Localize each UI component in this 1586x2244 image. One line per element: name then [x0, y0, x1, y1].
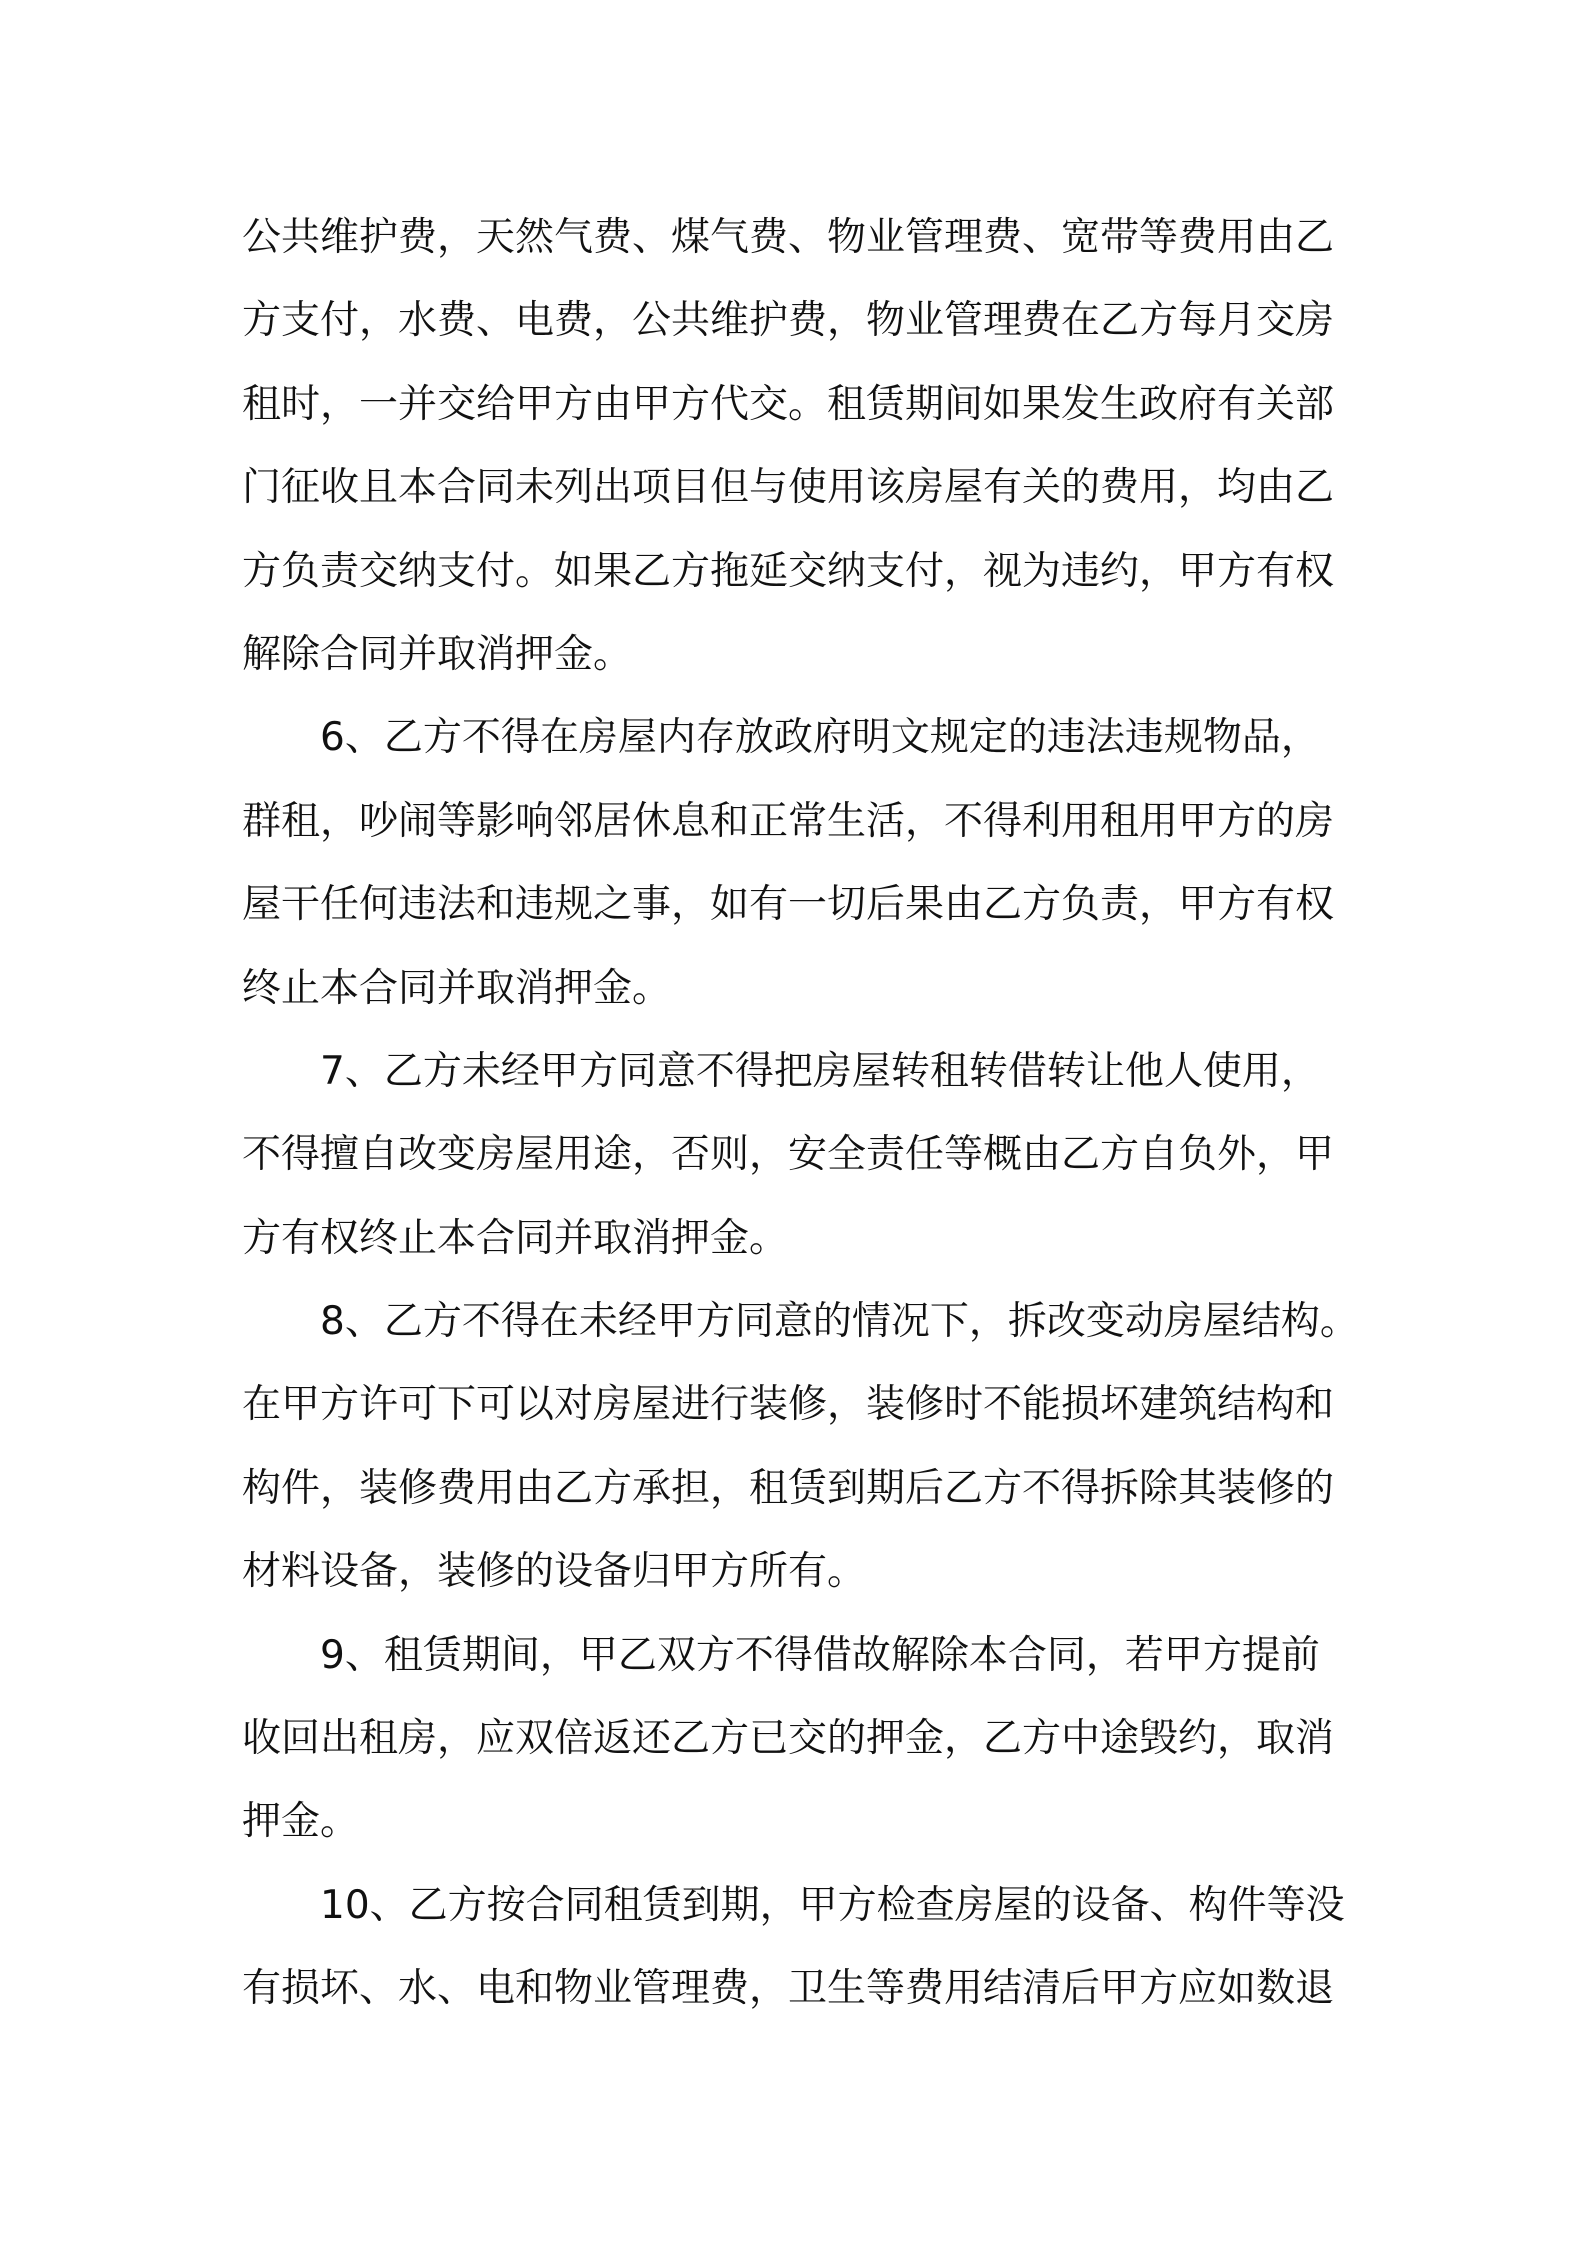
contract-text: [242, 196, 1362, 2031]
clause-7-start: 7、乙方未经甲方同意不得把房屋转租转借转让他人使用，: [320, 1048, 1320, 1094]
text-line: 终止本合同并取消押金。: [242, 965, 672, 1011]
text-line: 不得擅自改变房屋用途，否则，安全责任等概由乙方自负外，甲: [242, 1132, 1335, 1178]
text-line: 收回出租房，应双倍返还乙方已交的押金，乙方中途毁约，取消: [242, 1716, 1335, 1762]
text-line: 公共维护费，天然气费、煤气费、物业管理费、宽带等费用由乙: [242, 215, 1335, 260]
clause-9-start: 9、租赁期间，甲乙双方不得借故解除本合同，若甲方提前: [320, 1632, 1320, 1678]
clause-8-start: 8、乙方不得在未经甲方同意的情况下，拆改变动房屋结构。: [320, 1299, 1359, 1345]
text-line: 押金。: [242, 1799, 360, 1845]
text-line: 材料设备，装修的设备归甲方所有。: [242, 1549, 867, 1595]
text-line: 屋干任何违法和违规之事，如有一切后果由乙方负责，甲方有权: [242, 882, 1335, 928]
text-line: 解除合同并取消押金。: [242, 631, 633, 677]
text-line: 门征收且本合同未列出项目但与使用该房屋有关的费用，均由乙: [242, 465, 1335, 511]
text-line: 有损坏、水、电和物业管理费，卫生等费用结清后甲方应如数退: [242, 1966, 1335, 2012]
text-line: 方支付，水费、电费，公共维护费，物业管理费在乙方每月交房: [242, 298, 1335, 344]
clause-6-start: 6、乙方不得在房屋内存放政府明文规定的违法违规物品，: [320, 715, 1320, 761]
text-line: 群租，吵闹等影响邻居休息和正常生活，不得利用租用甲方的房: [242, 798, 1335, 844]
text-line: 构件，装修费用由乙方承担，租赁到期后乙方不得拆除其装修的: [242, 1465, 1335, 1511]
text-line: 方有权终止本合同并取消押金。: [242, 1215, 789, 1261]
clause-10-start: 10、乙方按合同租赁到期，甲方检查房屋的设备、构件等没: [320, 1882, 1345, 1928]
text-line: 在甲方许可下可以对房屋进行装修，装修时不能损坏建筑结构和: [242, 1382, 1335, 1428]
text-line: 方负责交纳支付。如果乙方拖延交纳支付，视为违约，甲方有权: [242, 548, 1335, 594]
text-line: 租时，一并交给甲方由甲方代交。租赁期间如果发生政府有关部: [242, 381, 1335, 427]
